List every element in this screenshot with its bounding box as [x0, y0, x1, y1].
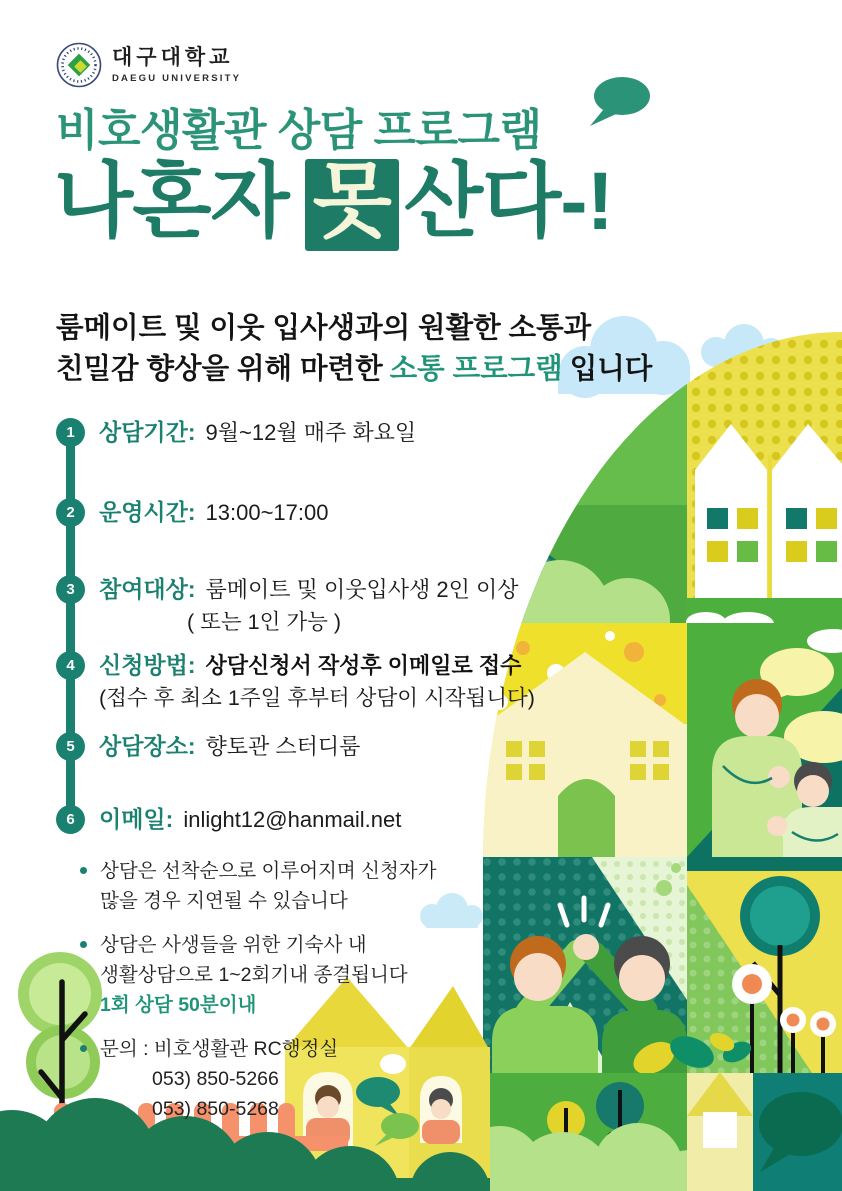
university-name-en: DAEGU UNIVERSITY — [112, 72, 242, 84]
list-item-participants: 3 참여대상: 룸메이트 및 이웃입사생 2인 이상 ( 또는 1인 가능 ) — [56, 572, 519, 637]
notes-section — [80, 856, 436, 1138]
step-number-badge: 5 — [56, 732, 85, 761]
main-title — [54, 156, 613, 251]
university-name-kr: 대구대학교 — [112, 46, 234, 70]
high-five-tile — [483, 857, 687, 1073]
phone-number: 053) 850-5268 — [152, 1098, 279, 1120]
phone-number: 053) 850-5266 — [152, 1068, 279, 1090]
step-number-badge: 4 — [56, 651, 85, 680]
title-speech-bubble-icon — [590, 77, 650, 126]
main-title-boxed-char: 못 — [305, 159, 399, 251]
step-number-badge: 2 — [56, 498, 85, 527]
step-number-badge: 1 — [56, 418, 85, 447]
program-label: 비호생활관 상담 프로그램 — [56, 106, 542, 155]
list-item-email: 6 이메일: inlight12@hanmail.net — [56, 802, 401, 837]
step-number-badge: 6 — [56, 805, 85, 834]
flower-tile — [687, 857, 842, 1073]
bullet-dot — [80, 1045, 87, 1052]
email-address: inlight12@hanmail.net — [183, 807, 402, 832]
intro-line-2: 친밀감 향상을 위해 마련한 소통 프로그램 입니다 — [56, 353, 653, 386]
bullet-dot — [80, 941, 87, 948]
note-session-limit: 상담은 사생들을 위한 기숙사 내 생활상담으로 1~2회기내 종결됩니다 1회 상담 50분이내 — [80, 930, 436, 1020]
intro-line-1: 룸메이트 및 이웃 입사생과의 원활한 소통과 — [56, 312, 592, 344]
session-duration-highlight: 1회 상담 50분이내 — [100, 994, 257, 1016]
note-first-come: 상담은 선착순으로 이루어지며 신청자가 많을 경우 지연될 수 있습니다 — [80, 856, 436, 916]
main-title-prefix: 나혼자 — [54, 156, 289, 247]
step-number-badge: 3 — [56, 575, 85, 604]
university-seal-icon — [56, 42, 102, 88]
speech-bubble-tile — [753, 1073, 842, 1191]
list-item-hours: 2 운영시간: 13:00~17:00 — [56, 495, 329, 530]
note-contact — [80, 1034, 436, 1124]
small-house-tile — [687, 1072, 753, 1191]
main-title-suffix: 산다-! — [403, 156, 613, 247]
bullet-dot — [80, 867, 87, 874]
contact-office: 문의 : 비호생활관 RC행정실 — [100, 1038, 339, 1060]
university-logo — [56, 42, 241, 88]
list-item-how-to-apply: 4 신청방법: 상담신청서 작성후 이메일로 접수 (접수 후 최소 1주일 후부터 상담이 시작됩니다) — [56, 648, 535, 713]
intro-highlight: 소통 프로그램 — [389, 353, 563, 386]
list-item-period: 1 상담기간: 9월~12월 매주 화요일 — [56, 415, 416, 450]
list-item-location: 5 상담장소: 향토관 스터디룸 — [56, 729, 360, 764]
hugging-people-tile — [687, 623, 842, 857]
white-houses-tile — [686, 320, 842, 636]
intro-text — [56, 308, 652, 391]
